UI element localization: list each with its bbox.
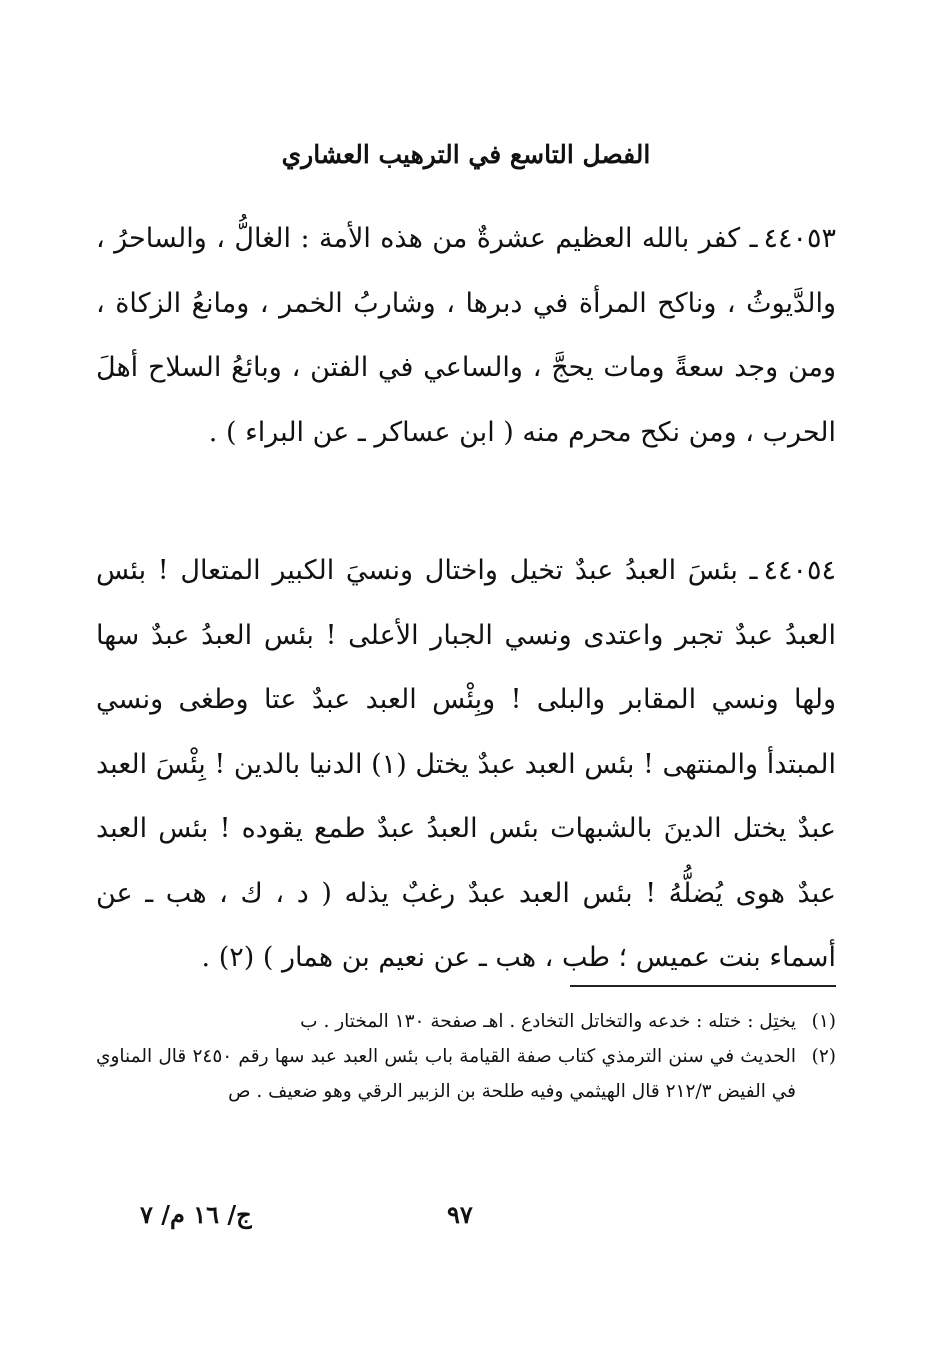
page-footer <box>0 1200 932 1240</box>
footnote-text: يختِل : ختله : خدعه والتخاتل التخادع . اهـ صفحة ١٣٠ المختار . ب <box>300 1011 796 1032</box>
hadith-text: ـ بئسَ العبدُ عبدٌ تخيل واختال ونسيَ الكبير المتعال ! بئس العبدُ عبدٌ تجبر واعتدى ونسي الجبار الأعلى ! بئس العبدُ عبدٌ سها ولها ونسي المقابر والبلى ! وبِئْس العبد عبدٌ عتا وطغى ونسي المبتدأ والمنتهى ! بئس العبد عبدٌ يختل (١) الدنيا بالدين ! بِئْسَ العبد عبدٌ يختل الدينَ بالشبهات بئس العبدُ عبدٌ طمع يقوده ! بئس العبد عبدٌ هوى يُضلُّهُ ! بئس العبد عبدٌ رغبٌ يذله ( د ، ك ، هب ـ عن أسماء بنت عميس ؛ طب ، هب ـ عن نعيم بن همار ) (٢) . <box>96 555 837 973</box>
footnote-marker: (١) <box>811 1011 836 1032</box>
volume-signature: ج/ ١٦ م/ ٧ <box>140 1200 252 1229</box>
hadith-paragraph <box>96 207 836 465</box>
footnote <box>96 1004 836 1039</box>
hadith-number: ٤٤٠٥٤ <box>763 555 836 586</box>
hadith-text: ـ كفر بالله العظيم عشرةٌ من هذه الأمة : الغالُّ ، والساحرُ ، والدَّيوثُ ، وناكح المرأة في دبرها ، وشاربُ الخمر ، ومانعُ الزكاة ، ومن وجد سعةً ومات يحجَّ ، والساعي في الفتن ، وبائعُ السلاح أهلَ الحرب ، ومن نكح محرم منه ( ابن عساكر ـ عن البراء ) . <box>96 223 836 448</box>
footnote <box>96 1039 836 1109</box>
page-number: ٩٧ <box>447 1200 473 1229</box>
footnote-divider <box>570 985 836 987</box>
footnote-marker: (٢) <box>811 1046 836 1067</box>
footnote-text: الحديث في سنن الترمذي كتاب صفة القيامة باب بئس العبد عبد سها رقم ٢٤٥٠ قال المناوي في الفيض ٢١٢/٣ قال الهيثمي وفيه طلحة بن الزبير الرقي وهو ضعيف . ص <box>96 1046 796 1102</box>
chapter-title: الفصل التاسع في الترهيب العشاري <box>281 140 651 169</box>
footnotes <box>96 1004 836 1109</box>
hadith-paragraph <box>96 539 836 991</box>
hadith-number: ٤٤٠٥٣ <box>763 223 836 254</box>
